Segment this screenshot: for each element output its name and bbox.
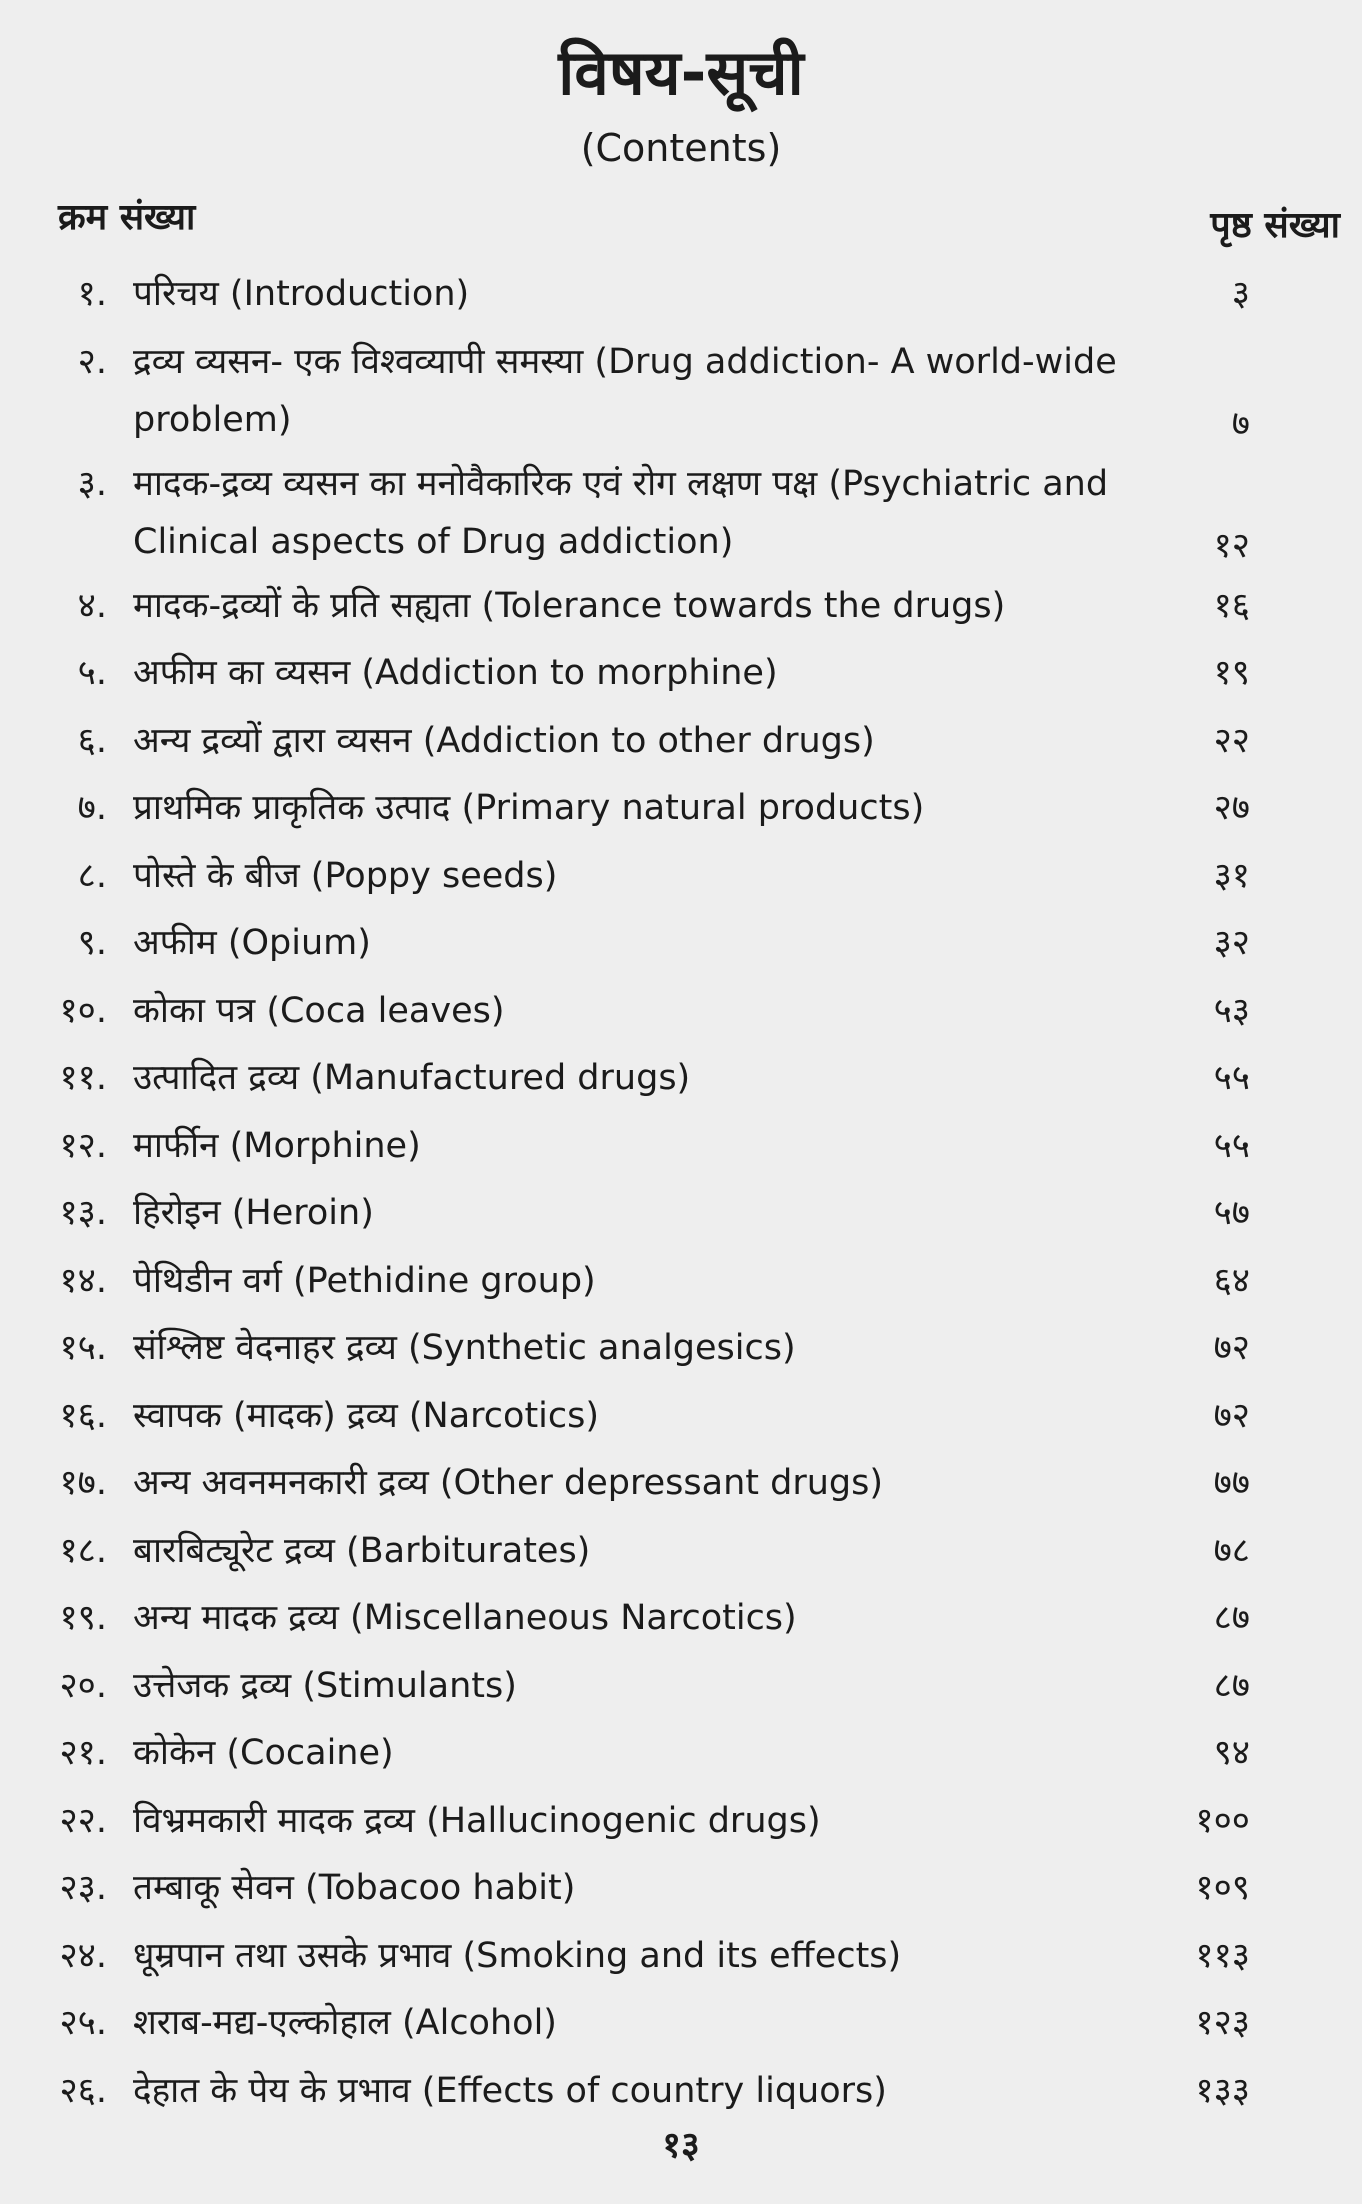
toc-entry <box>0 577 1362 645</box>
entry-page: ८७ <box>1213 1665 1250 1706</box>
entry-number: २४. <box>59 1935 107 1976</box>
entry-number: २३. <box>59 1868 107 1908</box>
entry-number: १. <box>77 274 107 314</box>
entry-page: ५७ <box>1213 1193 1250 1233</box>
entry-page: ६४ <box>1213 1260 1250 1301</box>
toc-entry <box>0 1994 1362 2062</box>
entry-page: ११३ <box>1195 1935 1250 1976</box>
page-number-header: पृष्ठ संख्या <box>1210 205 1340 246</box>
entry-title: पोस्ते के बीज (Poppy seeds) <box>133 855 558 896</box>
toc-entry <box>0 847 1362 915</box>
toc-entry <box>0 1859 1362 1927</box>
entry-title: अफीम का व्यसन (Addiction to morphine) <box>133 653 778 693</box>
entry-title: मादक-द्रव्य व्यसन का मनोवैकारिक एवं रोग लक्षण पक्ष (Psychiatric and Clinical aspects of Drug addiction) <box>133 463 1109 562</box>
entry-number: ८. <box>77 855 107 896</box>
entry-number: १९. <box>59 1598 107 1638</box>
entry-page: ३२ <box>1213 923 1250 963</box>
entry-number: २६. <box>59 2070 107 2111</box>
entry-page: २७ <box>1213 788 1250 828</box>
entry-title: द्रव्य व्यसन- एक विश्वव्यापी समस्या (Drug addiction- A world-wide problem) <box>133 341 1117 440</box>
entry-number: ७. <box>77 788 107 828</box>
entry-page: ७८ <box>1213 1530 1250 1571</box>
entry-number: २. <box>77 341 107 382</box>
toc-entry <box>0 333 1362 455</box>
entry-title: शराब-मद्य-एल्कोहाल (Alcohol) <box>133 2003 557 2043</box>
toc-entry <box>0 1724 1362 1792</box>
toc-entry <box>0 644 1362 712</box>
toc-entry <box>0 1454 1362 1522</box>
entry-number: १५. <box>59 1328 107 1368</box>
entry-title: धूम्रपान तथा उसके प्रभाव (Smoking and its effects) <box>133 1935 902 1976</box>
entry-number: ४. <box>77 585 107 626</box>
entry-title: अन्य अवनमनकारी द्रव्य (Other depressant drugs) <box>133 1463 884 1503</box>
entry-title: कोका पत्र (Coca leaves) <box>133 990 505 1031</box>
entry-number: ५. <box>77 653 107 693</box>
footer-page-number: १३ <box>662 2125 700 2166</box>
entry-number: १३. <box>59 1193 107 1233</box>
toc-entry <box>0 1927 1362 1995</box>
entry-number: १२. <box>59 1125 107 1166</box>
entry-title: संश्लिष्ट वेदनाहर द्रव्य (Synthetic analgesics) <box>133 1328 796 1368</box>
toc-entry <box>0 1117 1362 1185</box>
toc-entry <box>0 1589 1362 1657</box>
entry-page: १०० <box>1195 1800 1250 1841</box>
entry-title: पेथिडीन वर्ग (Pethidine group) <box>133 1260 596 1301</box>
entry-page: १२३ <box>1195 2003 1250 2043</box>
entry-number: ३. <box>77 463 107 504</box>
entry-page: ५५ <box>1213 1058 1250 1098</box>
entry-title: हिरोइन (Heroin) <box>133 1193 374 1233</box>
entry-number: ६. <box>77 720 107 761</box>
entry-number: ११. <box>59 1058 107 1098</box>
entry-title: कोकेन (Cocaine) <box>133 1733 394 1773</box>
entry-number: २५. <box>59 2003 107 2043</box>
entry-title: परिचय (Introduction) <box>133 274 470 314</box>
entry-page: ७२ <box>1213 1328 1250 1368</box>
entry-page: ९४ <box>1213 1733 1250 1773</box>
toc-entry <box>0 1657 1362 1725</box>
toc-entry <box>0 712 1362 780</box>
entry-number: ९. <box>77 923 107 963</box>
entry-number: १०. <box>59 990 107 1031</box>
entry-page: ३१ <box>1213 855 1250 896</box>
entry-title: विभ्रमकारी मादक द्रव्य (Hallucinogenic drugs) <box>133 1800 821 1841</box>
entry-number: १८. <box>59 1530 107 1571</box>
toc-entry <box>0 265 1362 333</box>
entry-page: १०९ <box>1195 1868 1250 1908</box>
entry-page: ५५ <box>1213 1125 1250 1166</box>
entry-page: ७२ <box>1213 1395 1250 1436</box>
entry-page: ८७ <box>1213 1598 1250 1638</box>
entry-number: २२. <box>59 1800 107 1841</box>
entry-number: २०. <box>59 1665 107 1706</box>
table-of-contents <box>0 265 1362 2129</box>
entry-title: तम्बाकू सेवन (Tobacoo habit) <box>133 1868 576 1908</box>
entry-title: मादक-द्रव्यों के प्रति सह्यता (Tolerance towards the drugs) <box>133 585 1006 626</box>
entry-page: ५३ <box>1213 990 1250 1031</box>
entry-page: १२ <box>1213 525 1250 566</box>
entry-number: १७. <box>59 1463 107 1503</box>
entry-title: देहात के पेय के प्रभाव (Effects of country liquors) <box>133 2070 887 2111</box>
toc-entry <box>0 455 1362 577</box>
entry-title: प्राथमिक प्राकृतिक उत्पाद (Primary natural products) <box>133 788 925 828</box>
toc-entry <box>0 1522 1362 1590</box>
entry-page: ७ <box>1231 403 1250 444</box>
entry-page: ७७ <box>1213 1463 1250 1503</box>
serial-number-header: क्रम संख्या <box>58 197 196 238</box>
toc-entry <box>0 779 1362 847</box>
entry-title: उत्तेजक द्रव्य (Stimulants) <box>133 1665 517 1706</box>
entry-title: उत्पादित द्रव्य (Manufactured drugs) <box>133 1058 691 1098</box>
toc-entry <box>0 914 1362 982</box>
toc-entry <box>0 1049 1362 1117</box>
toc-entry <box>0 1792 1362 1860</box>
entry-page: १९ <box>1213 653 1250 693</box>
entry-page: २२ <box>1213 720 1250 761</box>
entry-page: ३ <box>1231 274 1250 314</box>
toc-entry <box>0 1387 1362 1455</box>
toc-entry <box>0 982 1362 1050</box>
entry-page: १६ <box>1213 585 1250 626</box>
entry-title: अन्य द्रव्यों द्वारा व्यसन (Addiction to other drugs) <box>133 720 875 761</box>
entry-number: १४. <box>59 1260 107 1301</box>
page-subtitle: (Contents) <box>580 126 782 170</box>
entry-title: अन्य मादक द्रव्य (Miscellaneous Narcotics) <box>133 1598 797 1638</box>
entry-number: २१. <box>59 1733 107 1773</box>
entry-title: बारबिट्यूरेट द्रव्य (Barbiturates) <box>133 1530 591 1571</box>
entry-title: अफीम (Opium) <box>133 923 371 963</box>
entry-title: स्वापक (मादक) द्रव्य (Narcotics) <box>133 1395 600 1436</box>
entry-title: मार्फीन (Morphine) <box>133 1125 421 1166</box>
entry-number: १६. <box>59 1395 107 1436</box>
toc-entry <box>0 1252 1362 1320</box>
toc-entry <box>0 1184 1362 1252</box>
toc-entry <box>0 1319 1362 1387</box>
page-title: विषय-सूची <box>558 36 804 109</box>
entry-page: १३३ <box>1195 2070 1250 2111</box>
